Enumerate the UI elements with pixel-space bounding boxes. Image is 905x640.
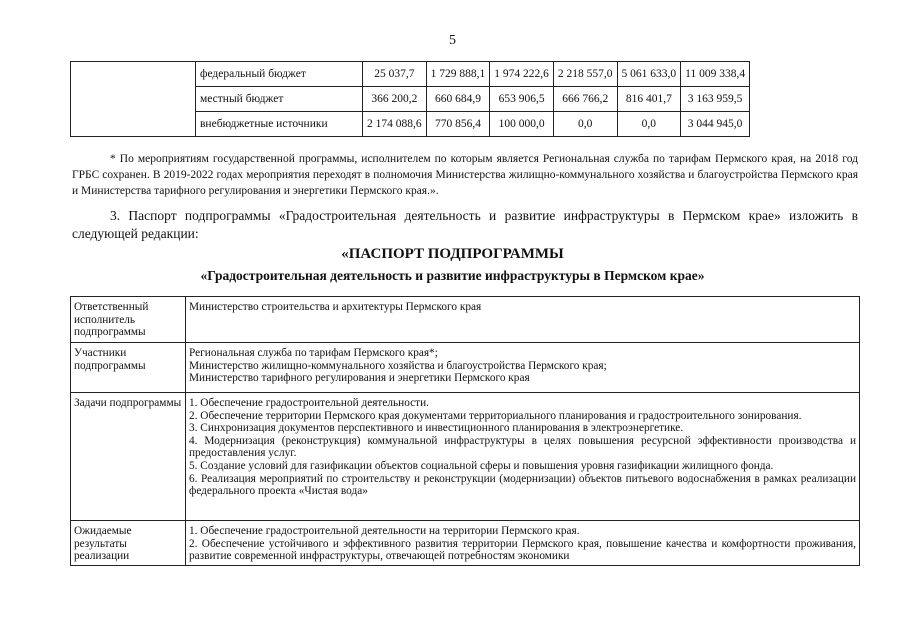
content-line: Региональная служба по тарифам Пермского края*; <box>189 347 438 359</box>
table-cell: 666 766,2 <box>553 87 617 112</box>
table-cell: 5 061 633,0 <box>617 62 681 87</box>
content-line: 4. Модернизация (реконструкция) коммунальной инфраструктуры в целях повышения ресурсной эффективности производства и предоставления услуг. <box>189 434 856 460</box>
table-cell: 0,0 <box>553 112 617 137</box>
row-label: Ответственный исполнитель подпрограммы <box>71 297 186 343</box>
table-cell: 660 684,9 <box>426 87 490 112</box>
table-cell: 366 200,2 <box>363 87 427 112</box>
amendment-paragraph: 3. Паспорт подпрограммы «Градостроительная деятельность и развитие инфраструктуры в Пермском крае» изложить в следующей редакции: <box>72 208 858 241</box>
table-cell: 100 000,0 <box>490 112 554 137</box>
content-line: Министерство тарифного регулирования и энергетики Пермского края <box>189 372 530 385</box>
content-line: 2. Обеспечение территории Пермского края документами территориального планирования и градостроительного зонирования. <box>189 409 802 422</box>
content-line: Министерство строительства и архитектуры Пермского края <box>189 301 482 313</box>
row-content <box>186 297 860 343</box>
row-label: Ожидаемые результаты реализации <box>71 521 186 566</box>
table-cell: 25 037,7 <box>363 62 427 87</box>
table-cell: 770 856,4 <box>426 112 490 137</box>
footnote: * По мероприятиям государственной программы, исполнителем по которым является Региональная служба по тарифам Пермского края, на 2018 год ГРБС сохранен. В 2019-2022 годах мероприятия переходят в полномочия Министерства жилищно-коммунального хозяйства и благоустройства Пермского края и Министерства тарифного регулирования и энергетики Пермского края.». <box>72 153 858 197</box>
row-content <box>186 393 860 521</box>
content-line: 1. Обеспечение градостроительной деятельности. <box>189 397 429 409</box>
table-row <box>71 62 750 87</box>
row-label: местный бюджет <box>196 87 363 112</box>
row-label: внебюджетные источники <box>196 112 363 137</box>
content-line: 5. Создание условий для газификации объектов социальной сферы и повышения уровня газификации жилищного фонда. <box>189 459 774 472</box>
budget-table <box>70 61 750 137</box>
row-label: Задачи подпрограммы <box>71 393 186 521</box>
table-cell: 1 974 222,6 <box>490 62 554 87</box>
table-cell: 3 163 959,5 <box>681 87 750 112</box>
row-content <box>186 343 860 393</box>
table-cell: 1 729 888,1 <box>426 62 490 87</box>
table-row <box>71 521 860 566</box>
content-line: 2. Обеспечение устойчивого и эффективного развития территории Пермского края, повышение качества и комфортности проживания, развитие современной инфраструктуры, отвечающей потребностям экономики <box>189 537 856 563</box>
table-cell: 2 174 088,6 <box>363 112 427 137</box>
content-line: 3. Синхронизация документов перспективного и инвестиционного планирования в электроэнергетике. <box>189 422 684 435</box>
content-line: 1. Обеспечение градостроительной деятельности на территории Пермского края. <box>189 525 580 537</box>
table-row <box>71 393 860 521</box>
table-row <box>71 343 860 393</box>
passport-table <box>70 296 860 566</box>
table-cell: 11 009 338,4 <box>681 62 750 87</box>
empty-cell <box>71 62 196 137</box>
page-number: 5 <box>449 33 456 48</box>
table-cell: 816 401,7 <box>617 87 681 112</box>
table-cell: 3 044 945,0 <box>681 112 750 137</box>
table-cell: 2 218 557,0 <box>553 62 617 87</box>
row-label: Участники подпрограммы <box>71 343 186 393</box>
table-cell: 0,0 <box>617 112 681 137</box>
content-line: Министерство жилищно-коммунального хозяйства и благоустройства Пермского края; <box>189 359 607 372</box>
content-line: 6. Реализация мероприятий по строительству и реконструкции (модернизации) объектов питьевого водоснабжения в рамках реализации федерального проекта «Чистая вода» <box>189 472 856 498</box>
table-row <box>71 297 860 343</box>
row-label: федеральный бюджет <box>196 62 363 87</box>
passport-subtitle: «Градостроительная деятельность и развитие инфраструктуры в Пермском крае» <box>200 268 705 283</box>
row-content <box>186 521 860 566</box>
passport-title: «ПАСПОРТ ПОДПРОГРАММЫ <box>341 246 564 262</box>
table-cell: 653 906,5 <box>490 87 554 112</box>
